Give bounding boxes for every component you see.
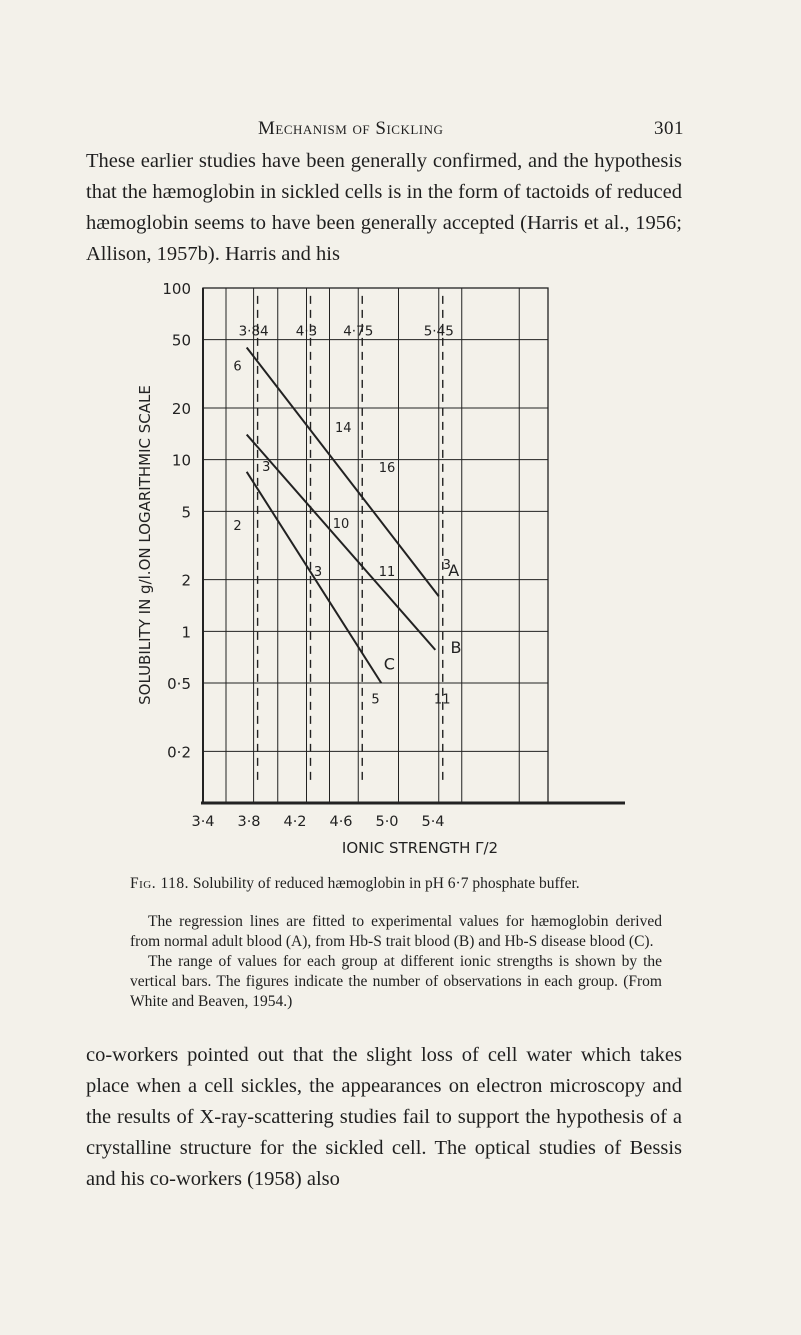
chart-series-lines [247, 348, 439, 683]
running-head-title: Mechanism of Sickling [258, 118, 444, 139]
paragraph-top: These earlier studies have been generally confirmed, and the hypothesis that the hæmoglobin in sickled cells is in the form of tactoids of reduced hæmoglobin seems to have been generally accepted (Harris et al., 1956; Allison, 1957b). Harris and his [86, 150, 682, 265]
series-line-b [247, 435, 436, 650]
x-tick-label: 5·4 [421, 814, 445, 830]
y-tick-label: 1 [181, 623, 191, 642]
figure-caption-body [130, 912, 662, 1012]
x-tick-label: 3·4 [191, 814, 215, 830]
y-tick-label: 100 [162, 280, 191, 298]
series-label-a: A [448, 561, 460, 581]
y-axis-title: SOLUBILITY IN g/l.ON LOGARITHMIC SCALE [136, 385, 154, 705]
y-tick-label: 10 [171, 451, 191, 470]
caption-paragraph-2: The range of values for each group at different ionic strengths is shown by the vertical bars. The figures indicate the number of observations in each group. (From White and Beaven, 1954.) [130, 953, 662, 1010]
running-head [258, 118, 684, 140]
series-label-c: C [383, 654, 395, 674]
x-tick-label: 3·8 [237, 814, 261, 830]
caption-paragraph-1: The regression lines are fitted to experimental values for hæmoglobin derived from normal adult blood (A), from Hb-S trait blood (B) and Hb-S disease blood (C). [130, 913, 662, 950]
plot-frame [203, 288, 548, 803]
x-tick-label: 4·6 [329, 814, 353, 830]
figure-caption-head [130, 874, 662, 894]
y-tick-label: 0·5 [167, 675, 191, 694]
page-number: 301 [654, 118, 684, 139]
observation-count: 5 [371, 692, 380, 708]
chart-text [136, 280, 498, 857]
observation-count: 3 [313, 565, 323, 581]
top-column-label: 5·45 [423, 323, 454, 340]
top-column-label: 4·3 [295, 323, 318, 340]
y-tick-label: 2 [181, 571, 191, 590]
x-axis-title: IONIC STRENGTH Γ/2 [341, 839, 499, 857]
y-tick-label: 5 [181, 503, 191, 522]
top-column-label: 3·84 [238, 323, 269, 340]
x-tick-label: 4·2 [283, 814, 307, 830]
observation-count: 2 [233, 518, 242, 534]
observation-count: 3 [262, 459, 271, 475]
solubility-chart [0, 270, 801, 870]
observation-count: 11 [433, 692, 451, 708]
y-tick-label: 20 [171, 399, 191, 418]
observation-count: 10 [332, 516, 350, 532]
series-line-a [247, 348, 439, 597]
observation-count: 6 [233, 359, 242, 375]
chart-range-bars [258, 296, 443, 784]
series-label-b: B [450, 637, 462, 657]
y-tick-label: 50 [171, 331, 191, 350]
chart-grid [201, 288, 625, 803]
paragraph-bottom: co-workers pointed out that the slight loss of cell water which takes place when a cell sickles, the appearances on electron microscopy and the results of X-ray-scattering studies fail to support the hypothesis of a crystalline structure for the sickled cell. The optical studies of Bessis and his co-workers (1958) also [86, 1044, 682, 1190]
figure-title: Solubility of reduced hæmoglobin in pH 6·7 phosphate buffer. [192, 875, 580, 892]
observation-count: 3 [442, 558, 451, 574]
figure-label: Fig. 118. [130, 875, 190, 892]
top-column-label: 4·75 [343, 323, 374, 340]
y-tick-label: 0·2 [167, 743, 191, 762]
observation-count: 14 [335, 420, 352, 436]
x-tick-label: 5·0 [375, 814, 399, 830]
observation-count: 16 [378, 460, 396, 476]
observation-count: 11 [378, 565, 396, 581]
